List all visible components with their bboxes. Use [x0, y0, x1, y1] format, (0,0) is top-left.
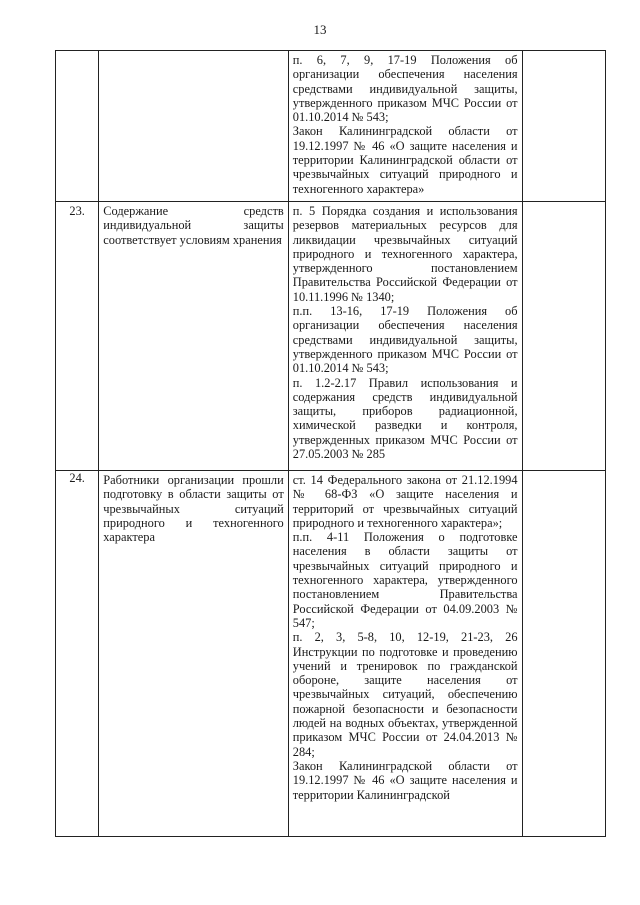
legal-reference-cell: [288, 471, 522, 837]
legal-reference-item: п.п. 13-16, 17-19 Положения об организации обеспечения населения средствами индивидуальной защиты, утвержденного приказом МЧС России от 01.10.2014 № 543;: [292, 304, 518, 376]
legal-reference-cell: [288, 202, 522, 471]
row-number-cell: [56, 51, 99, 202]
legal-reference-item: ст. 14 Федерального закона от 21.12.1994 № 68-ФЗ «О защите населения и территорий от чрезвычайных ситуаций природного и техногенного характера»;: [292, 473, 518, 530]
legal-reference-item: п. 5 Порядка создания и использования резервов материальных ресурсов для ликвидации чрезвычайных ситуаций природного и техногенного характера, утвержденного постановлением Правительства Российской Федерации от 10.11.1996 № 1340;: [292, 204, 518, 304]
row-number-cell: 23.: [56, 202, 99, 471]
row-number-cell: 24.: [56, 471, 99, 837]
table-row: [56, 202, 606, 471]
note-cell: [522, 51, 605, 202]
table-row: [56, 51, 606, 202]
legal-reference-item: Закон Калининградской области от 19.12.1997 № 46 «О защите населения и территории Калининградской: [292, 758, 518, 802]
requirement-cell: [99, 51, 289, 202]
note-cell: [522, 202, 605, 471]
legal-reference-item: Закон Калининградской области от 19.12.1997 № 46 «О защите населения и территории Калининградской области от чрезвычайных ситуаций природного и техногенного характера»: [292, 124, 518, 196]
requirement-cell: Работники организации прошли подготовку в области защиты от чрезвычайных ситуаций природного и техногенного характера: [99, 471, 289, 837]
requirements-table: [55, 50, 606, 837]
legal-reference-item: п. 1.2-2.17 Правил использования и содержания средств индивидуальной защиты, приборов радиационной, химической разведки и контроля, утвержденных приказом МЧС России от 27.05.2003 № 285: [292, 375, 518, 462]
legal-reference-item: п. 2, 3, 5-8, 10, 12-19, 21-23, 26 Инструкции по подготовке и проведению учений и тренировок по гражданской обороне, защите населения от чрезвычайных ситуаций, обеспечению пожарной безопасности и безопасности людей на водных объектах, утвержденной приказом МЧС России от 24.04.2013 № 284;: [292, 630, 518, 759]
page-number: 13: [313, 22, 327, 37]
legal-reference-item: п. 6, 7, 9, 17-19 Положения об организации обеспечения населения средствами индивидуальной защиты, утвержденного приказом МЧС России от 01.10.2014 № 543;: [292, 53, 518, 125]
legal-reference-item: п.п. 4-11 Положения о подготовке населения в области защиты от чрезвычайных ситуаций природного и техногенного характера, утвержденного постановлением Правительства Российской Федерации от 04.09.2003 № 547;: [292, 530, 518, 630]
table-row: [56, 471, 606, 837]
requirement-cell: Содержание средств индивидуальной защиты соответствует условиям хранения: [99, 202, 289, 471]
legal-reference-cell: [288, 51, 522, 202]
note-cell: [522, 471, 605, 837]
